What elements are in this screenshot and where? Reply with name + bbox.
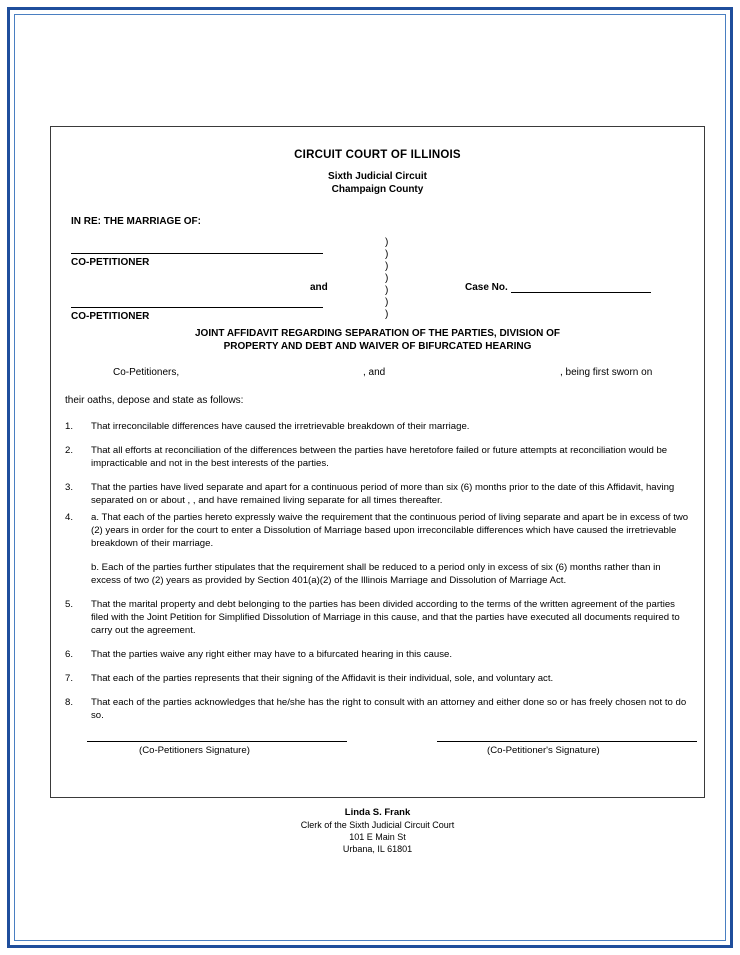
case-number-blank[interactable]: [511, 282, 651, 293]
list-item: [65, 598, 690, 637]
item-number: 8.: [65, 697, 74, 708]
page-border-inner: [14, 14, 726, 941]
clerk-role: Clerk of the Sixth Judicial Circuit Court: [300, 820, 455, 830]
case-number-field[interactable]: [465, 282, 651, 293]
paren: ): [385, 237, 389, 248]
list-item: [65, 511, 690, 587]
court-form-document: [50, 126, 705, 798]
signature-caption-right: (Co-Petitioner's Signature): [487, 745, 600, 756]
list-item: [65, 420, 690, 433]
party-1-label: CO-PETITIONER: [71, 257, 150, 268]
clerk-city-state-zip: Urbana, IL 61801: [342, 844, 413, 854]
signature-row: [65, 741, 690, 775]
party-2-label: CO-PETITIONER: [71, 311, 150, 322]
county-name: Champaign County: [331, 184, 424, 195]
caption-and-word: and: [310, 282, 328, 293]
item-number: 1.: [65, 421, 74, 432]
item-number: 3.: [65, 482, 74, 493]
paren: ): [385, 297, 389, 308]
signature-line-left[interactable]: [87, 741, 347, 742]
court-title: CIRCUIT COURT OF ILLINOIS: [294, 149, 461, 161]
case-number-label: Case No.: [465, 282, 508, 293]
in-re-line: IN RE: THE MARRIAGE OF:: [71, 216, 201, 227]
item-number: 6.: [65, 649, 74, 660]
item-text: That all efforts at reconciliation of the differences between the parties have heretofore failed or future attempts at reconciliation would be impracticable and not in the best interests of the parties.: [91, 445, 668, 469]
document-title-line-1: JOINT AFFIDAVIT REGARDING SEPARATION OF THE PARTIES, DIVISION OF: [194, 328, 560, 339]
clerk-address: 101 E Main St: [349, 832, 406, 842]
item-text: That the parties have lived separate and apart for a continuous period of more than six (6) months prior to the date of this Affidavit, having separated on or about , , and have remained living separate for all times thereafter.: [91, 482, 675, 506]
paren: ): [385, 249, 389, 260]
swear-and: , and: [363, 367, 386, 378]
item-text: a. That each of the parties hereto expressly waive the requirement that the continuous period of living separate and apart be in excess of two (2) years in order for the court to enter a Dissolution of Marriage based upon irreconcilable differences which have caused the irretrievable breakdown of their marriage.: [91, 512, 689, 549]
case-caption: [65, 237, 690, 321]
item-text: That the marital property and debt belonging to the parties has been divided according to the terms of the written agreement of the parties filed with the Joint Petition for Simplified Dissolution of Marriage in this cause, and that the parties have executed all documents required to carry out the agreement.: [91, 599, 680, 636]
paren: ): [385, 273, 389, 284]
list-item: [65, 444, 690, 470]
item-text: That each of the parties represents that their signing of the Affidavit is their individual, sole, and voluntary act.: [91, 673, 554, 684]
document-title: [65, 327, 690, 353]
signature-line-right[interactable]: [437, 741, 697, 742]
caption-paren-column: [385, 237, 388, 321]
court-subtitle: [65, 170, 690, 196]
party-2-rule: [71, 307, 323, 308]
swear-suffix: , being first sworn on: [560, 367, 653, 378]
item-number: 2.: [65, 445, 74, 456]
swearing-line: [65, 367, 690, 383]
paren: ): [385, 261, 389, 272]
list-item: [65, 481, 690, 507]
circuit-name: Sixth Judicial Circuit: [328, 171, 427, 182]
list-item: [65, 696, 690, 722]
item-text: That irreconcilable differences have caused the irretrievable breakdown of their marriage.: [91, 421, 470, 432]
signature-caption-left: (Co-Petitioners Signature): [139, 745, 250, 756]
clerk-name: Linda S. Frank: [344, 807, 411, 818]
item-number: 7.: [65, 673, 74, 684]
document-title-line-2: PROPERTY AND DEBT AND WAIVER OF BIFURCATED HEARING: [223, 341, 532, 352]
paren: ): [385, 285, 389, 296]
clerk-footer: [50, 807, 705, 855]
numbered-items-list: [65, 420, 690, 722]
paren: ): [385, 309, 389, 320]
item-text: That the parties waive any right either may have to a bifurcated hearing in this cause.: [91, 649, 453, 660]
swear-prefix: Co-Petitioners,: [113, 367, 180, 378]
item-text: That each of the parties acknowledges that he/she has the right to consult with an attorney and either done so or has freely chosen not to do so.: [91, 697, 687, 721]
item-text: b. Each of the parties further stipulates that the requirement shall be reduced to a period only in excess of six (6) months rather than in excess of two (2) years as provided by Section 401(a)(2) of the Illinois Marriage and Dissolution of Marriage Act.: [91, 562, 661, 586]
item-number: 5.: [65, 599, 74, 610]
party-1-rule: [71, 253, 323, 254]
list-item: [65, 648, 690, 661]
page-border-outer: [7, 7, 733, 948]
list-item: [65, 672, 690, 685]
item-number: 4.: [65, 512, 74, 523]
swearing-line-2: their oaths, depose and state as follows:: [65, 395, 244, 406]
